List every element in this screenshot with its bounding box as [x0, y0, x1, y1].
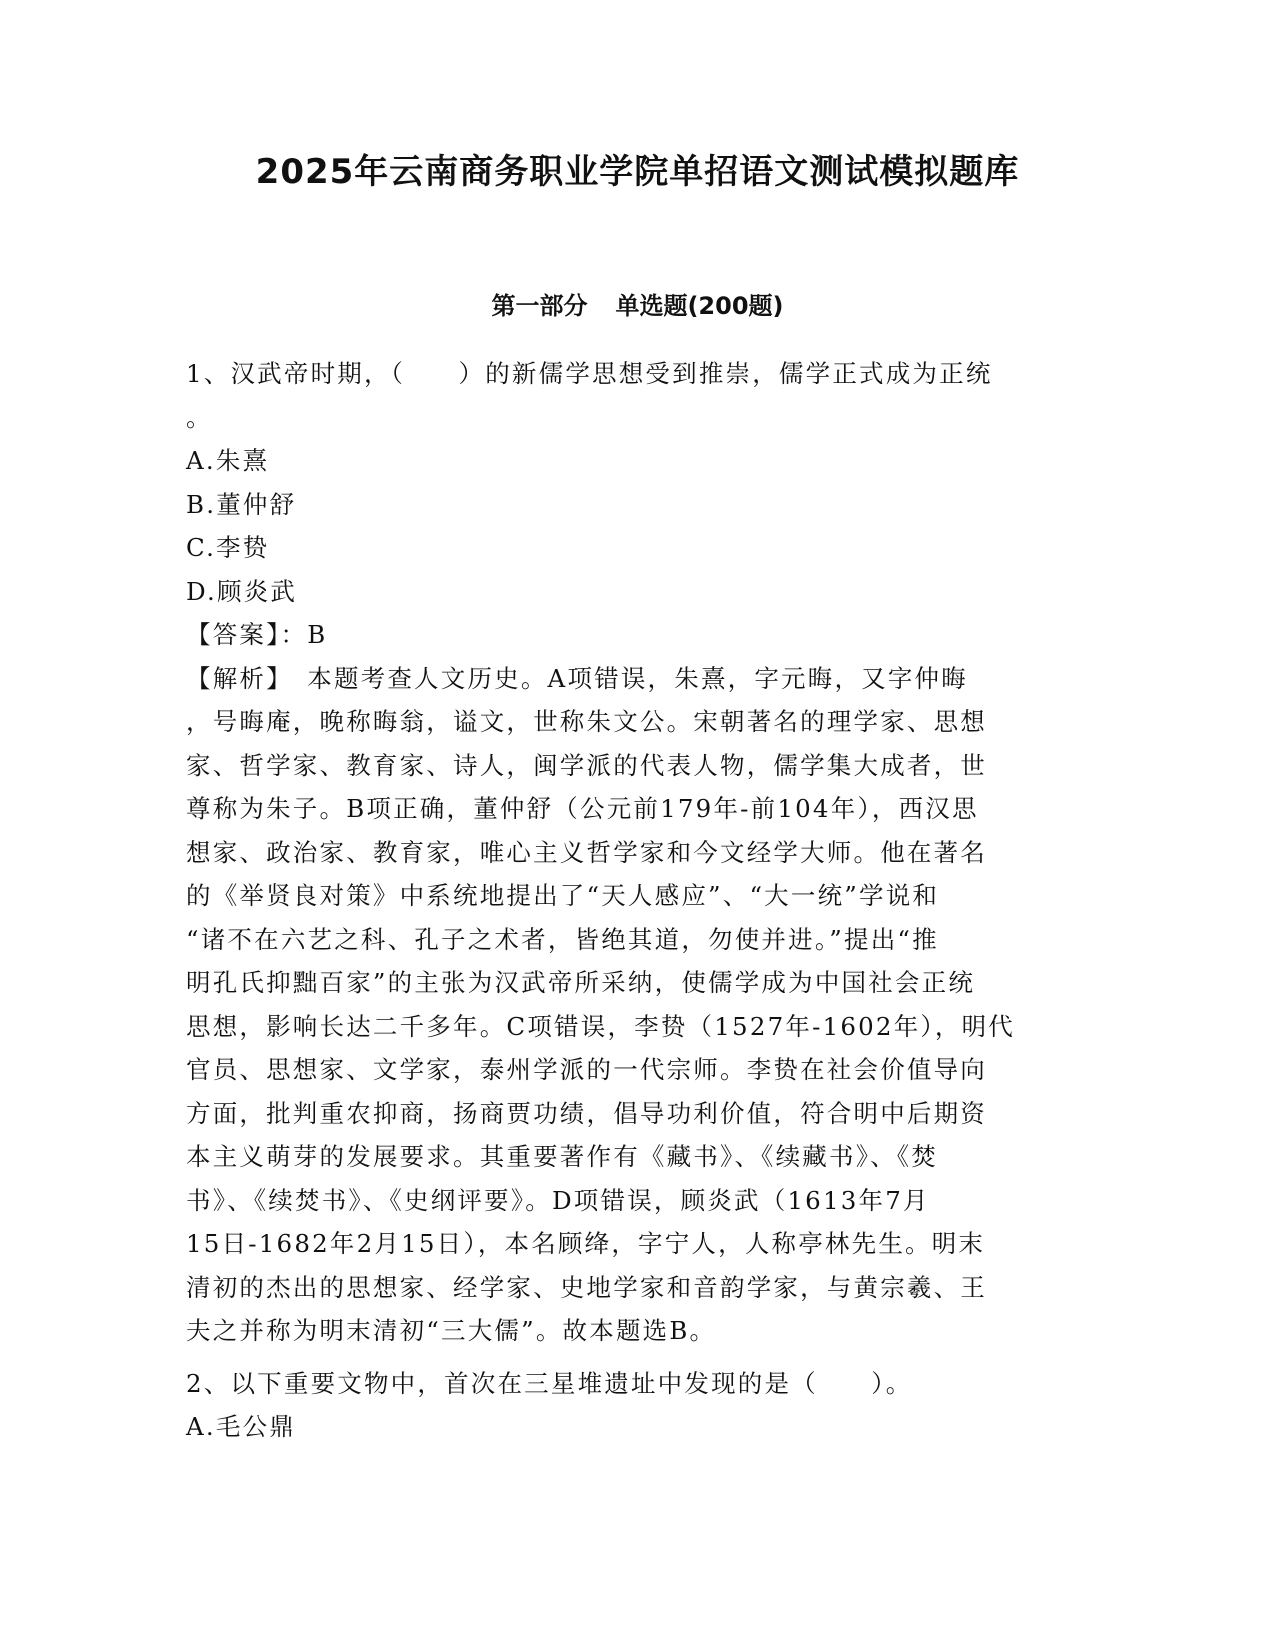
analysis-line: ，号晦庵，晚称晦翁，谥文，世称朱文公。宋朝著名的理学家、思想: [186, 707, 987, 736]
option-item: A.朱熹: [186, 446, 270, 475]
question-stem: 。: [186, 402, 213, 432]
question-gap: [186, 1353, 1076, 1362]
section-heading: [0, 288, 1275, 324]
question-item: [186, 352, 1076, 1353]
analysis-line: 想家、政治家、教育家，唯心主义哲学家和今文经学大师。他在著名: [186, 837, 987, 867]
analysis-line: 家、哲学家、教育家、诗人，闽学派的代表人物，儒学集大成者，世: [186, 750, 987, 780]
section-name: 单选题(200题): [615, 292, 784, 320]
option-item: C.李贽: [186, 533, 270, 562]
analysis-line: 书》、《续焚书》、《史纲评要》。D项错误，顾炎武（1613年7月: [186, 1185, 930, 1215]
analysis-line: 15日-1682年2月15日），本名顾绛，字宁人，人称亭林先生。明末: [186, 1229, 986, 1258]
analysis-line: 【解析】 本题考查人文历史。A项错误，朱熹，字元晦，又字仲晦: [186, 663, 968, 693]
analysis-line: 的《举贤良对策》中系统地提出了“天人感应”、“大一统”学说和: [186, 881, 940, 910]
option-item: B.董仲舒: [186, 489, 297, 519]
question-stem: 1、汉武帝时期，（ ）的新儒学思想受到推崇，儒学正式成为正统: [186, 359, 993, 388]
question-stem: 2、以下重要文物中，首次在三星堆遗址中发现的是（ ）。: [186, 1368, 913, 1398]
analysis-line: 本主义萌芽的发展要求。其重要著作有《藏书》、《续藏书》、《焚: [186, 1142, 938, 1171]
analysis-line: “诸不在六艺之科、孔子之术者，皆绝其道，勿使并进。”提出“推: [186, 924, 939, 954]
analysis-line: 明孔氏抑黜百家”的主张为汉武帝所采纳，使儒学成为中国社会正统: [186, 968, 976, 997]
analysis-line: 清初的杰出的思想家、经学家、史地学家和音韵学家，与黄宗羲、王: [186, 1272, 987, 1302]
document-title: 2025年云南商务职业学院单招语文测试模拟题库: [255, 152, 1020, 192]
question-item: [186, 1362, 1076, 1449]
analysis-line: 方面，批判重农抑商，扬商贾功绩，倡导功利价值，符合明中后期资: [186, 1098, 987, 1128]
option-item: A.毛公鼎: [186, 1412, 296, 1441]
analysis-line: 官员、思想家、文学家，泰州学派的一代宗师。李贽在社会价值导向: [186, 1055, 987, 1084]
section-part: 第一部分: [491, 292, 588, 320]
answer-line: 【答案】：B: [186, 620, 328, 649]
option-item: D.顾炎武: [186, 576, 298, 606]
analysis-line: 思想，影响长达二千多年。C项错误，李贽（1527年-1602年），明代: [186, 1011, 1015, 1041]
analysis-line: 尊称为朱子。B项正确，董仲舒（公元前179年-前104年），西汉思: [186, 794, 979, 823]
analysis-line: 夫之并称为明末清初“三大儒”。故本题选B。: [186, 1316, 717, 1345]
question-list: [186, 352, 1076, 1449]
